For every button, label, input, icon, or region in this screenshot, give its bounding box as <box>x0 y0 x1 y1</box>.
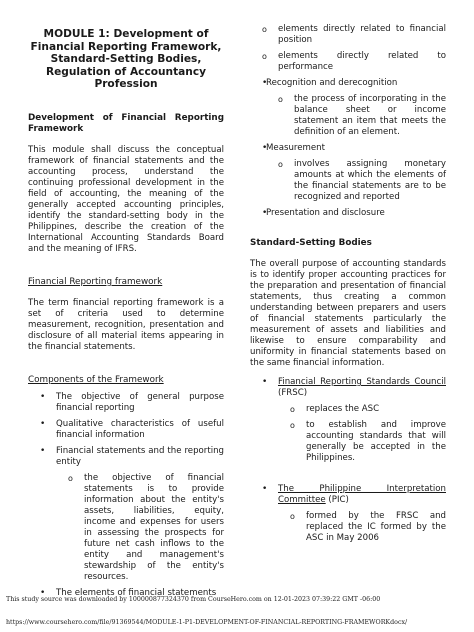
sub-list-item: o the process of incorporating in the balance sheet or income statement an item that meets the definition of an element. <box>266 94 446 138</box>
sub-list <box>278 511 446 544</box>
section-heading: Development of Financial Reporting Framework <box>28 112 224 134</box>
list-item <box>28 446 224 583</box>
components-list <box>28 392 224 599</box>
list-item <box>250 78 446 138</box>
sub-list-item: o to establish and improve accounting standards that will generally be accepted in the Philippines. <box>278 420 446 464</box>
list-item-label: Recognition and derecognition <box>266 78 398 88</box>
sub-list-item: o involves assigning monetary amounts at which the elements of the financial statements are to be recognized and reported <box>266 159 446 203</box>
list-item: • The elements of financial statements <box>28 588 224 599</box>
list-item <box>250 377 446 464</box>
list-item-label: Financial statements and the reporting entity <box>56 445 224 467</box>
list-item <box>250 484 446 544</box>
standard-setting-heading: Standard-Setting Bodies <box>250 238 372 248</box>
sub-list-item: o the objective of financial statements is to provide information about the entity's assets, liabilities, equity, income and expenses for users in assessing the prospects for future net cash inflows to the entity and management's stewardship of the entity's resources. <box>56 473 224 583</box>
list-item-label: Measurement <box>266 143 325 153</box>
sub-list-item: o elements directly related to performance <box>250 51 446 73</box>
frsc-name: Financial Reporting Standards Council <box>278 377 446 387</box>
list-item: • The objective of general purpose financial reporting <box>28 392 224 414</box>
module-title: MODULE 1: Development of Financial Reporting Framework, Standard-Setting Bodies, Regulation of Accountancy Profession <box>30 28 222 91</box>
right-column <box>250 24 446 549</box>
sub-list <box>56 473 224 583</box>
elements-sub-list <box>250 24 446 73</box>
framework-list-continued <box>250 78 446 219</box>
sub-list-item: o replaces the ASC <box>278 404 446 415</box>
intro-paragraph: This module shall discuss the conceptual framework of financial statements and the accounting process, understand the continuing professional development in the field of accounting, the meaning of the generally accepted accounting principles, identify the standard-setting body in the Philippines, describe the creation of the International Accounting Standards Board and the meaning of IFRS. <box>28 144 224 254</box>
framework-heading: Financial Reporting framework <box>28 276 163 287</box>
source-url[interactable]: https://www.coursehero.com/file/91369544/MODULE-1-P1-DEVELOPMENT-OF-FINANCIAL-REPORTING-FRAMEWORKdocx/ <box>6 619 408 626</box>
list-item <box>250 143 446 203</box>
download-notice: This study source was downloaded by 100000877324370 from CourseHero.com on 12-01-2023 07:39:22 GMT -06:00 <box>6 596 381 603</box>
bodies-list <box>250 377 446 544</box>
left-column <box>28 28 224 604</box>
pic-abbr: (PIC) <box>325 495 349 505</box>
frsc-abbr: (FRSC) <box>278 388 308 398</box>
sub-list-item: o formed by the FRSC and replaced the IC formed by the ASC in May 2006 <box>278 511 446 544</box>
sub-list-item: o elements directly related to financial position <box>250 24 446 46</box>
components-heading: Components of the Framework <box>28 374 164 385</box>
sub-list <box>266 94 446 138</box>
sub-list <box>266 159 446 203</box>
list-item: • Presentation and disclosure <box>250 208 446 219</box>
sub-list <box>278 404 446 464</box>
standard-paragraph: The overall purpose of accounting standards is to identify proper accounting practices for the preparation and presentation of financial statements, thus creating a common understanding between preparers and users of financial statements particularly the measurement of assets and liabilities and likewise to ensure comparability and uniformity in financial statements based on the same financial information. <box>250 259 446 368</box>
list-item: • Qualitative characteristics of useful financial information <box>28 419 224 441</box>
framework-paragraph: The term financial reporting framework is a set of criteria used to determine measurement, recognition, presentation and disclosure of all material items appearing in the financial statements. <box>28 297 224 352</box>
pic-name: The Philippine Interpretation Committee <box>278 484 446 505</box>
